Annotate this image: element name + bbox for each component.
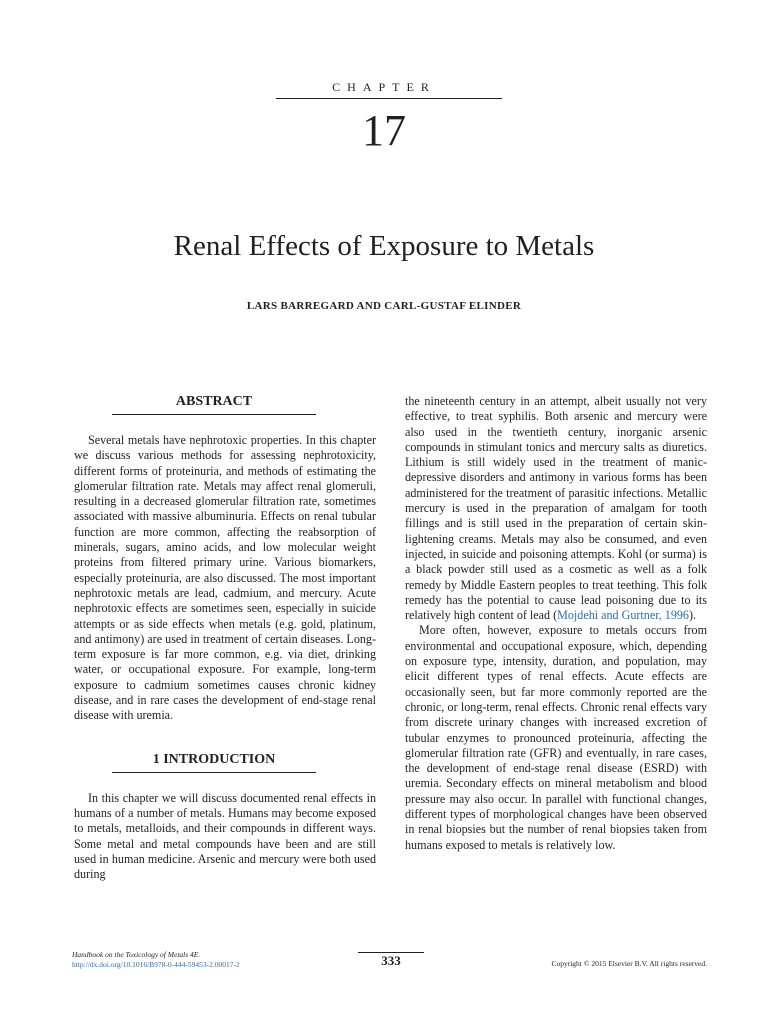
authors: LARS BARREGARD AND CARL-GUSTAF ELINDER xyxy=(246,300,522,312)
chapter-divider xyxy=(276,98,502,99)
chapter-title: Renal Effects of Exposure to Metals xyxy=(173,230,595,262)
chapter-label: CHAPTER xyxy=(332,80,436,94)
footer-journal: Handbook on the Toxicology of Metals 4E. xyxy=(72,950,201,959)
abstract-text: Several metals have nephrotoxic properties. In this chapter we discuss various methods for assessing nephrotoxicity, different forms of proteinuria, and methods of estimating the glomerular filtration rate. Metals may affect renal glomeruli, resulting in a decreased glomerular filtration rate, sometimes associated with massive albuminuria. Effects on renal tubular function are more common, affecting the reabsorption of minerals, sugars, amino acids, and low molecular weight proteins from filtered primary urine. Various biomarkers, especially proteinuria, are also discussed. The most important nephrotoxic metals are lead, cadmium, and mercury. Acute nephrotoxic effects are sometimes seen, especially in suicide attempts or as side effects when metals (e.g. gold, platinum, and antimony) are used in treatment of certain diseases. Long-term exposure is far more common, e.g. via diet, drinking water, or occupational exposure. For example, long-term exposure to cadmium sometimes causes chronic kidney disease, and in rare cases the development of end-stage renal disease with uremia. xyxy=(74,433,376,723)
citation-link[interactable]: Mojdehi and Gurtner, 1996 xyxy=(557,608,689,623)
introduction-heading: 1 INTRODUCTION xyxy=(112,751,316,773)
footer-source xyxy=(72,950,240,970)
left-column xyxy=(74,393,376,882)
continued-paragraph xyxy=(405,394,707,623)
abstract-heading: ABSTRACT xyxy=(112,393,316,415)
introduction-paragraph: In this chapter we will discuss documented renal effects in humans of a number of metals. Humans may become exposed to metals, metalloids, and their compounds in different ways. Some metal and metal compounds have been and are still used in human medicine. Arsenic and mercury were both used during xyxy=(74,790,376,882)
doi-link[interactable]: http://dx.doi.org/10.1016/B978-0-444-59453-2.00017-2 xyxy=(72,960,240,969)
chapter-number: 17 xyxy=(362,106,406,155)
continued-paragraph-end: ). xyxy=(688,608,697,623)
continued-paragraph-text: the nineteenth century in an attempt, albeit usually not very effective, to treat syphilis. Both arsenic and mercury were also used in the twentieth century, inorganic arsenic compounds in stimulant tonics and mercury salts as diuretics. Lithium is still widely used in the treatment of manic-depressive disorders and antimony in various forms has been administered for the treatment of parasitic infections. Metallic mercury is used in the preparation of amalgam for tooth fillings and is still used in the preparation of certain skin-lightening creams. Metals may also be consumed, and even injected, in suicide and poisoning attempts. Kohl (or surma) is a black powder still used as a cosmetic as well as a folk remedy by Middle Eastern peoples to treat teething. This folk remedy has the potential to cause lead poisoning due to its relatively high content of lead ( xyxy=(405,394,707,623)
exposure-paragraph: More often, however, exposure to metals occurs from environmental and occupational exposure, which, depending on exposure type, intensity, duration, and population, may elicit different types of renal effects. Acute effects are occasionally seen, but far more commonly reported are the chronic, or long-term, renal effects. Chronic renal effects vary from discrete urinary changes with increased excretion of tubular enzymes to pronounced proteinuria, affecting the glomerular filtration rate (GFR) and eventually, in rare cases, the development of end-stage renal disease (ESRD) with uremia. Secondary effects on mineral metabolism and blood pressure may also occur. In parallel with functional changes, different types of morphological changes have been observed in renal biopsies but the number of renal biopsies taken from humans exposed to metals is relatively low. xyxy=(405,623,707,852)
right-column xyxy=(405,394,707,853)
page-number: 333 xyxy=(381,953,401,968)
copyright-notice: Copyright © 2015 Elsevier B.V. All rights reserved. xyxy=(551,959,707,968)
